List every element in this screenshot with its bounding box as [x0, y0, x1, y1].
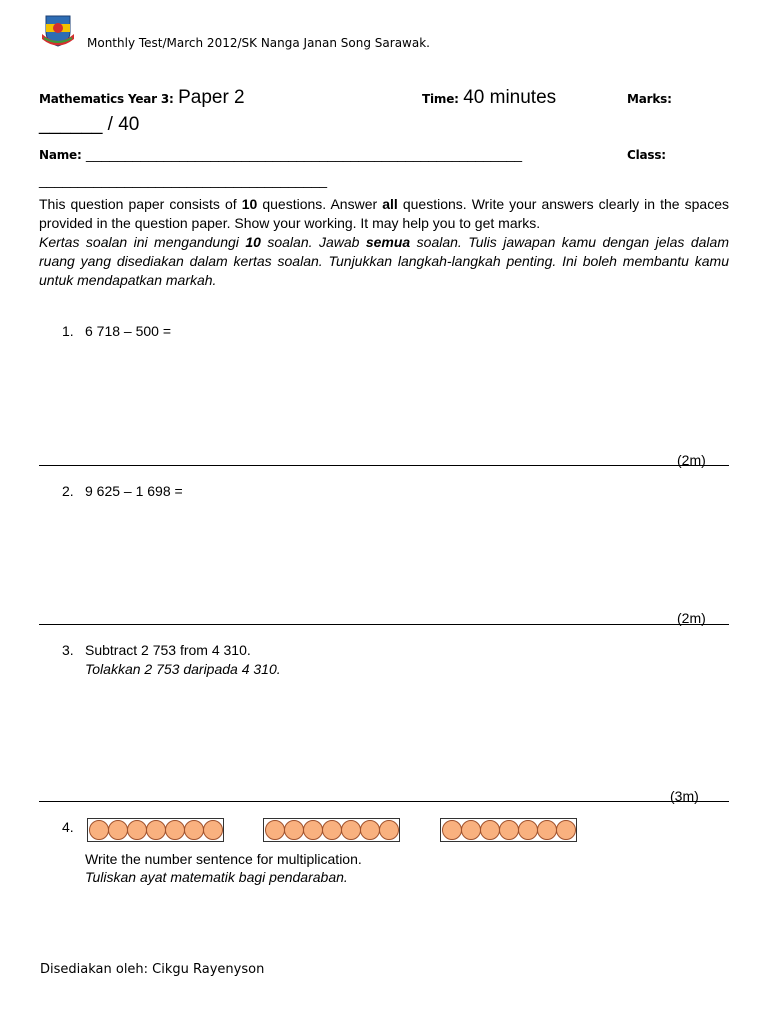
question-1-text: 6 718 – 500 =: [85, 323, 172, 339]
counter-circle: [518, 820, 538, 840]
question-2-marks: (2m): [677, 610, 706, 626]
school-logo: [40, 12, 76, 48]
name-line: [39, 146, 522, 164]
question-4-text-malay: Tuliskan ayat matematik bagi pendaraban.: [85, 869, 348, 885]
name-blank[interactable]: ________________________________________________________: [86, 146, 523, 162]
counter-circle: [108, 820, 128, 840]
counter-circle: [480, 820, 500, 840]
circle-group: [263, 818, 400, 842]
question-2-text: 9 625 – 1 698 =: [85, 483, 183, 499]
counter-circle: [341, 820, 361, 840]
counter-circle: [556, 820, 576, 840]
counter-circle: [499, 820, 519, 840]
question-1-number: 1.: [62, 323, 74, 339]
marks-value: ______ / 40: [39, 114, 140, 135]
question-1-marks: (2m): [677, 452, 706, 468]
time-line: [422, 87, 556, 109]
counter-circle: [442, 820, 462, 840]
question-1-divider: [39, 465, 729, 466]
counter-circle: [303, 820, 323, 840]
question-2-divider: [39, 624, 729, 625]
counter-circle: [360, 820, 380, 840]
question-4-number: 4.: [62, 819, 74, 835]
circle-group: [87, 818, 224, 842]
paper-number: Paper 2: [178, 87, 245, 108]
question-3-divider: [39, 801, 729, 802]
counter-circle: [537, 820, 557, 840]
subject-label: Mathematics Year 3:: [39, 92, 174, 106]
circle-group: [440, 818, 577, 842]
time-label: Time:: [422, 92, 459, 106]
question-3-number: 3.: [62, 642, 74, 658]
counter-circle: [165, 820, 185, 840]
counter-circle: [146, 820, 166, 840]
class-blank[interactable]: _____________________________________: [39, 172, 328, 188]
subject-line: [39, 87, 245, 109]
counter-circle: [127, 820, 147, 840]
class-label: Class:: [627, 148, 666, 162]
instructions-malay: Kertas soalan ini mengandungi 10 soalan. Jawab semua soalan. Tulis jawapan kamu dengan jelas dalam ruang yang disediakan dalam kertas soalan. Tunjukkan langkah-langkah penting. Ini boleh membantu kamu untuk mendapatkan markah.: [39, 234, 729, 288]
name-label: Name:: [39, 148, 82, 162]
counter-circle: [461, 820, 481, 840]
question-3-text: Subtract 2 753 from 4 310.: [85, 642, 251, 658]
footer-prepared-by: Disediakan oleh: Cikgu Rayenyson: [40, 962, 265, 977]
counter-circle: [379, 820, 399, 840]
question-3-text-malay: Tolakkan 2 753 daripada 4 310.: [85, 661, 281, 677]
counter-circle: [184, 820, 204, 840]
counter-circle: [89, 820, 109, 840]
time-value: 40 minutes: [463, 87, 557, 108]
counter-circle: [322, 820, 342, 840]
counter-circle: [265, 820, 285, 840]
question-2-number: 2.: [62, 483, 74, 499]
counter-circle: [203, 820, 223, 840]
question-3-marks: (3m): [670, 788, 699, 804]
school-header: Monthly Test/March 2012/SK Nanga Janan Song Sarawak.: [87, 36, 430, 50]
question-4-text: Write the number sentence for multiplication.: [85, 851, 362, 867]
counter-circle: [284, 820, 304, 840]
instructions-english: This question paper consists of 10 questions. Answer all questions. Write your answers clearly in the spaces provided in the question paper. Show your working. It may help you to get marks.: [39, 196, 729, 231]
marks-label: Marks:: [627, 92, 672, 106]
